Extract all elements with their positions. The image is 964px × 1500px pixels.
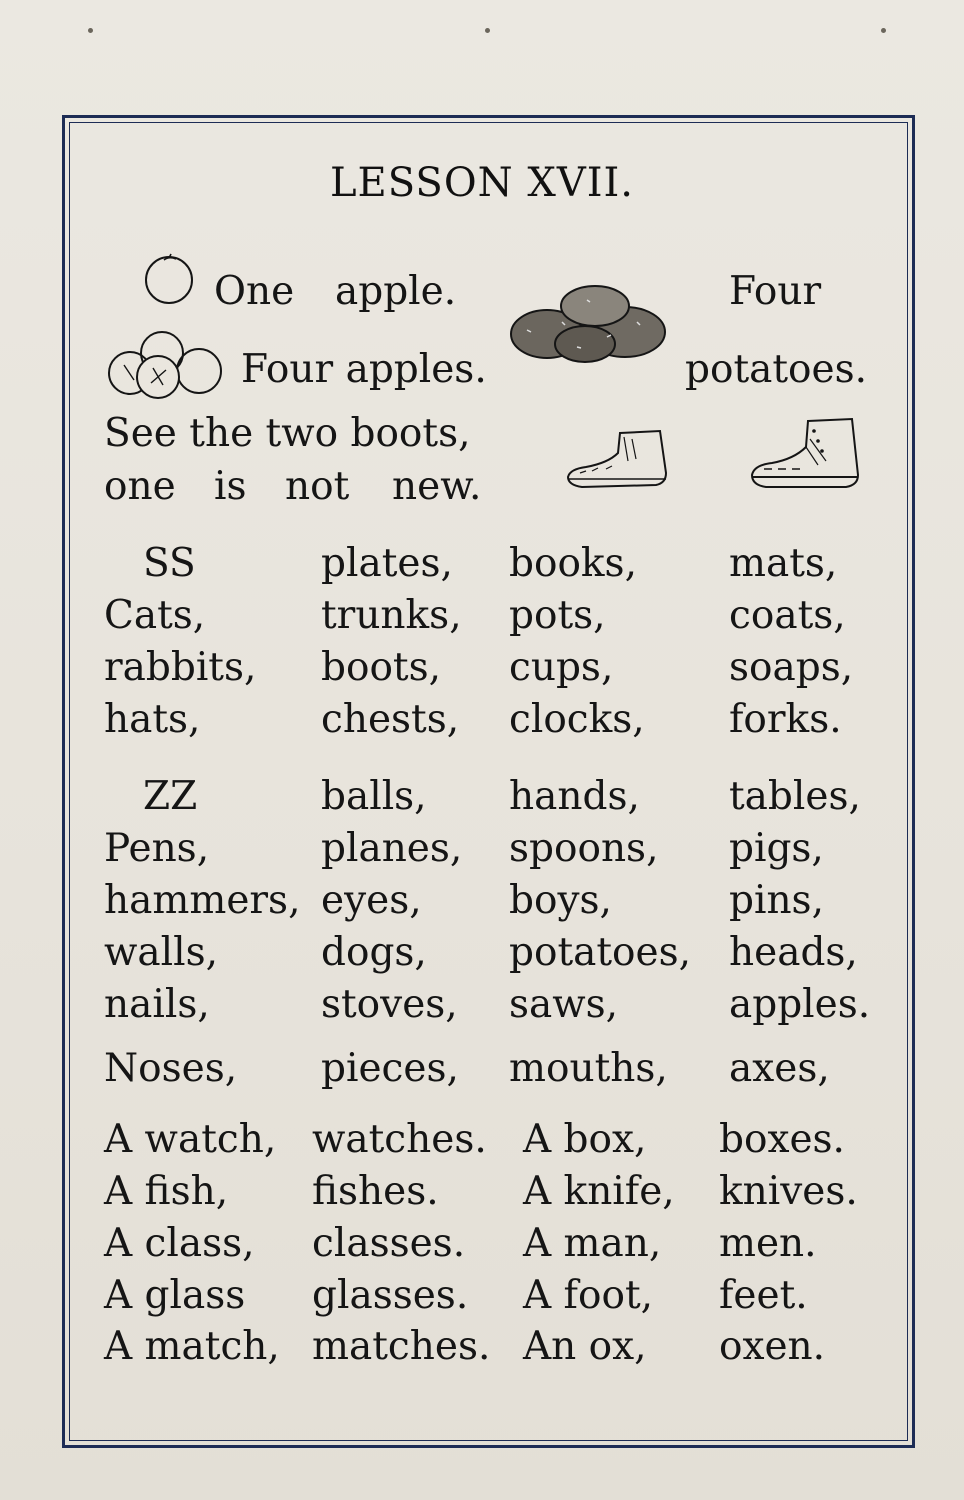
pin-hole-left (88, 28, 93, 33)
plural-row-3-col-4: men. (719, 1221, 817, 1266)
zz-row-1-col-2: balls, (321, 774, 427, 819)
boots-line-2-not: not (285, 464, 350, 509)
ss-row-4-col-2: chests, (321, 697, 460, 742)
plural-row-5-col-1: A match, (104, 1324, 280, 1369)
plural-row-3-col-2: classes. (312, 1221, 466, 1266)
plural-row-5-col-3: An ox, (523, 1324, 647, 1369)
pin-hole-right (881, 28, 886, 33)
zz-row-4-col-4: heads, (729, 930, 858, 975)
new-boot-icon (748, 417, 864, 493)
boots-line-2-is: is (214, 464, 247, 509)
plural-row-1-col-3: A box, (523, 1117, 647, 1162)
apple-word: apple. (335, 269, 457, 314)
zz-row-1-col-1: ZZ (143, 774, 198, 819)
ss-row-1-col-2: plates, (321, 541, 453, 586)
ss-row-1-col-4: mats, (729, 541, 838, 586)
zz-row-1-col-4: tables, (729, 774, 861, 819)
ss-row-1-col-1: SS (143, 541, 196, 586)
zz-row-3-col-4: pins, (729, 878, 824, 923)
plural-row-4-col-4: feet. (719, 1273, 808, 1318)
plural-row-1-col-2: watches. (312, 1117, 487, 1162)
plural-row-1-col-1: A watch, (104, 1117, 277, 1162)
four-apples-icon (104, 325, 228, 401)
zz-row-3-col-3: boys, (509, 878, 612, 923)
boots-line-2-one: one (104, 464, 176, 509)
plural-row-5-col-4: oxen. (719, 1324, 826, 1369)
zz-row-3-col-1: hammers, (104, 878, 301, 923)
ss-row-2-col-3: pots, (509, 593, 606, 638)
four-apples-text: Four apples. (241, 347, 487, 392)
zz-row-5-col-1: nails, (104, 982, 210, 1027)
zz-row-4-col-1: walls, (104, 930, 218, 975)
es-col-2: pieces, (321, 1046, 459, 1091)
potatoes-icon (507, 282, 669, 368)
plural-row-2-col-1: A fish, (104, 1169, 229, 1214)
es-col-4: axes, (729, 1046, 830, 1091)
zz-row-2-col-1: Pens, (104, 826, 210, 871)
zz-row-2-col-4: pigs, (729, 826, 824, 871)
ss-row-4-col-3: clocks, (509, 697, 645, 742)
pin-hole-center (485, 28, 490, 33)
boots-line-1: See the two boots, (104, 411, 471, 456)
es-col-1: Noses, (104, 1046, 238, 1091)
one-word: One (214, 269, 295, 314)
zz-row-4-col-3: potatoes, (509, 930, 692, 975)
plural-row-3-col-3: A man, (523, 1221, 662, 1266)
lesson-title: LESSON XVII. (329, 160, 635, 206)
es-col-3: mouths, (509, 1046, 668, 1091)
zz-row-2-col-2: planes, (321, 826, 463, 871)
zz-row-3-col-2: eyes, (321, 878, 422, 923)
zz-row-1-col-3: hands, (509, 774, 640, 819)
apple-icon (142, 252, 198, 304)
plural-row-3-col-1: A class, (104, 1221, 255, 1266)
zz-row-2-col-3: spoons, (509, 826, 659, 871)
plural-row-4-col-2: glasses. (312, 1273, 469, 1318)
zz-row-5-col-3: saws, (509, 982, 619, 1027)
plural-row-4-col-1: A glass (104, 1273, 246, 1318)
ss-row-2-col-1: Cats, (104, 593, 206, 638)
ss-row-2-col-2: trunks, (321, 593, 462, 638)
plural-row-2-col-2: fishes. (312, 1169, 439, 1214)
boots-line-2-new: new. (392, 464, 482, 509)
plural-row-5-col-2: matches. (312, 1324, 491, 1369)
ss-row-3-col-3: cups, (509, 645, 614, 690)
plural-row-4-col-3: A foot, (523, 1273, 654, 1318)
potatoes-word: potatoes. (685, 347, 868, 392)
ss-row-1-col-3: books, (509, 541, 637, 586)
ss-row-3-col-4: soaps, (729, 645, 854, 690)
ss-row-2-col-4: coats, (729, 593, 846, 638)
ss-row-4-col-4: forks. (729, 697, 842, 742)
zz-row-4-col-2: dogs, (321, 930, 427, 975)
four-word: Four (729, 269, 822, 314)
ss-row-3-col-1: rabbits, (104, 645, 257, 690)
zz-row-5-col-4: apples. (729, 982, 871, 1027)
ss-row-3-col-2: boots, (321, 645, 442, 690)
ss-row-4-col-1: hats, (104, 697, 201, 742)
plural-row-2-col-4: knives. (719, 1169, 858, 1214)
zz-row-5-col-2: stoves, (321, 982, 458, 1027)
plural-row-2-col-3: A knife, (523, 1169, 675, 1214)
old-boot-icon (562, 427, 672, 495)
plural-row-1-col-4: boxes. (719, 1117, 845, 1162)
